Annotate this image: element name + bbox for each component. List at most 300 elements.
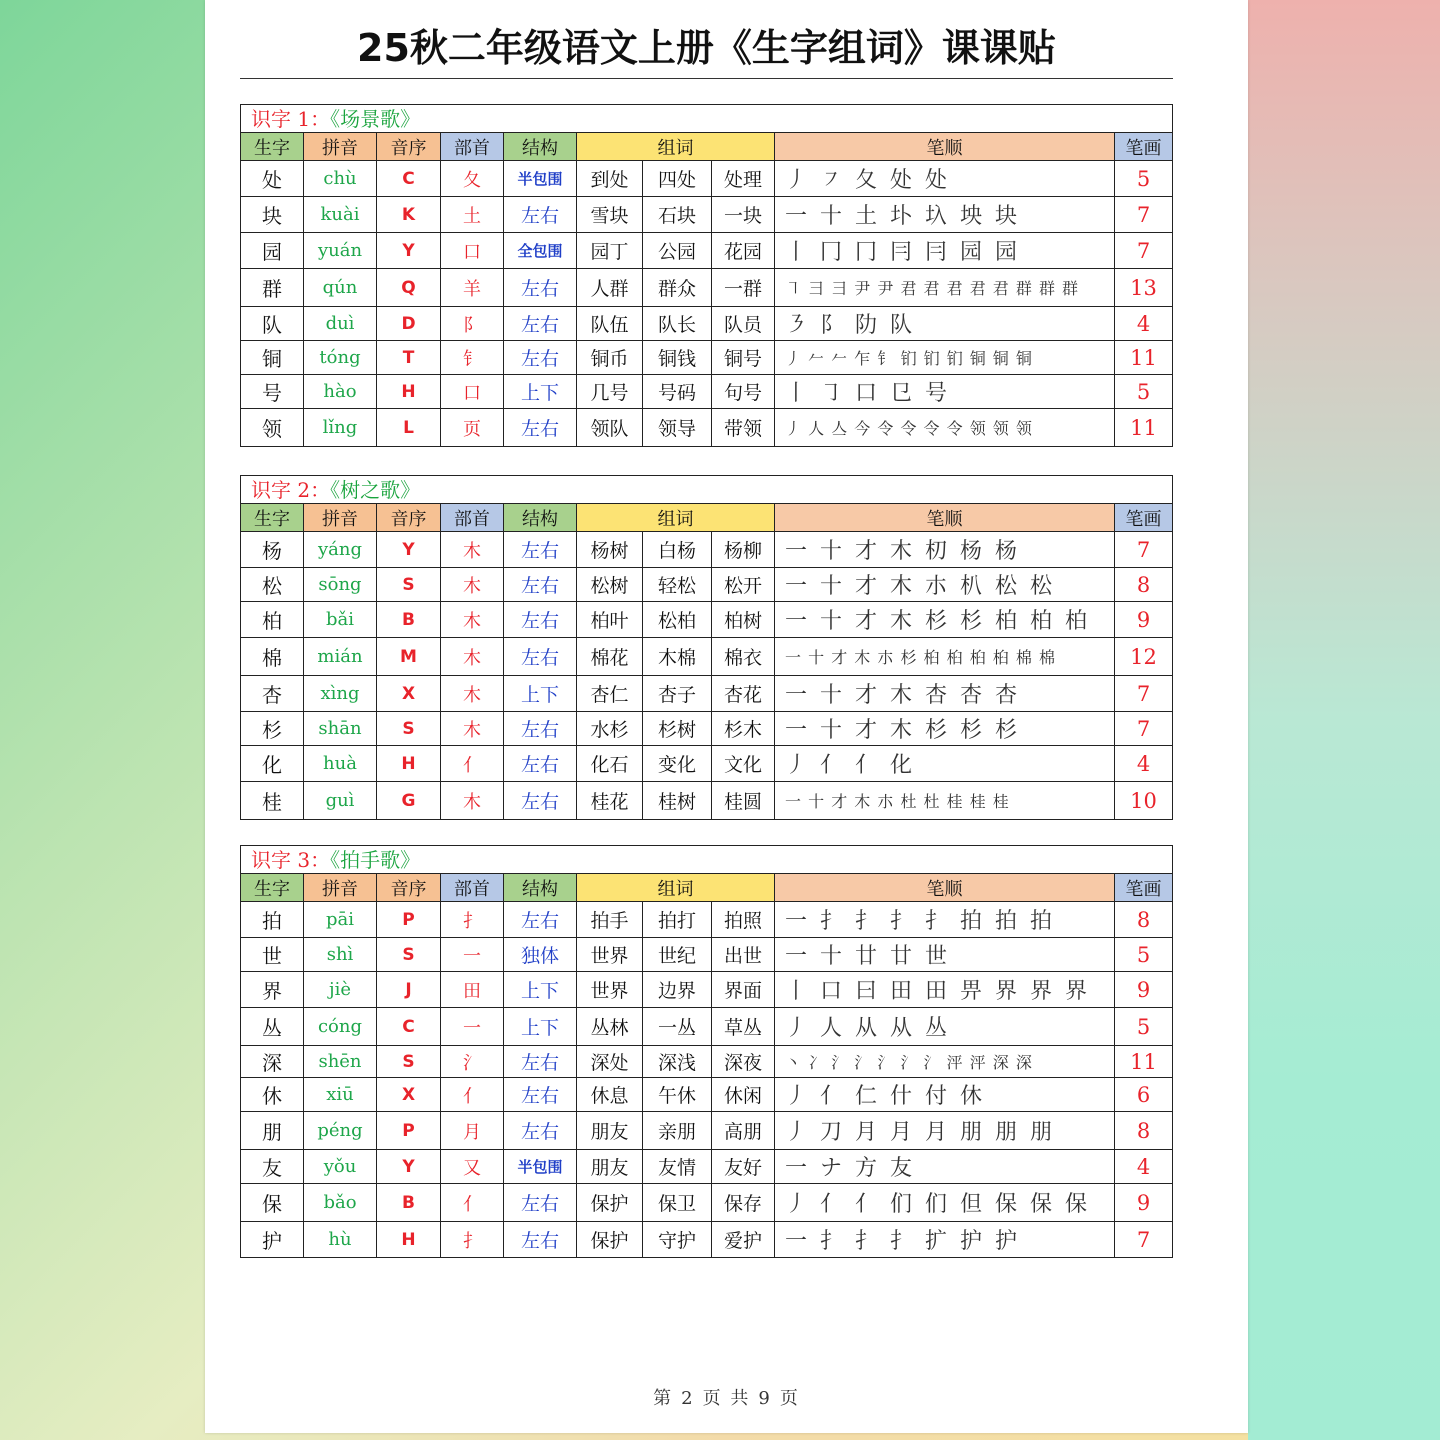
word-cell: 世界 — [577, 972, 643, 1008]
radical-cell: 月 — [441, 1112, 504, 1150]
header-structure: 结构 — [504, 874, 577, 902]
table-row — [241, 1222, 1173, 1258]
radical-cell: 木 — [441, 568, 504, 602]
word-cell: 拍照 — [712, 902, 775, 938]
radical-cell: 木 — [441, 532, 504, 568]
word-cell: 深浅 — [643, 1046, 712, 1078]
pinyin-cell: guì — [304, 782, 377, 820]
footer-prefix: 第 — [653, 1388, 674, 1409]
stroke-order-cell: 丨 口 曰 田 田 畀 界 界 界 — [775, 972, 1115, 1008]
lesson-section — [240, 475, 1173, 820]
structure-cell: 左右 — [504, 782, 577, 820]
word-cell: 亲朋 — [643, 1112, 712, 1150]
stroke-count-cell: 6 — [1115, 1078, 1173, 1112]
stroke-count-cell: 9 — [1115, 972, 1173, 1008]
word-cell: 到处 — [577, 161, 643, 197]
word-cell: 桂树 — [643, 782, 712, 820]
radical-cell: 口 — [441, 233, 504, 269]
pinyin-cell: yáng — [304, 532, 377, 568]
word-cell: 杏花 — [712, 676, 775, 712]
word-cell: 朋友 — [577, 1112, 643, 1150]
stroke-count-cell: 11 — [1115, 341, 1173, 375]
stroke-count-cell: 9 — [1115, 1184, 1173, 1222]
word-cell: 领导 — [643, 409, 712, 447]
order-cell: H — [377, 746, 441, 782]
header-strokes: 笔顺 — [775, 504, 1115, 532]
section-name: 《场景歌》 — [330, 107, 421, 131]
char-cell: 处 — [241, 161, 304, 197]
table-row — [241, 1046, 1173, 1078]
stroke-count-cell: 5 — [1115, 938, 1173, 972]
order-cell: T — [377, 341, 441, 375]
radical-cell: 一 — [441, 938, 504, 972]
character-table — [240, 503, 1173, 820]
stroke-order-cell: 丿 ㇇ 夂 处 处 — [775, 161, 1115, 197]
radical-cell: 页 — [441, 409, 504, 447]
table-row — [241, 269, 1173, 307]
structure-cell: 上下 — [504, 676, 577, 712]
pinyin-cell: lǐng — [304, 409, 377, 447]
table-row — [241, 532, 1173, 568]
char-cell: 休 — [241, 1078, 304, 1112]
stroke-count-cell: 12 — [1115, 638, 1173, 676]
header-radical: 部首 — [441, 874, 504, 902]
char-cell: 松 — [241, 568, 304, 602]
word-cell: 公园 — [643, 233, 712, 269]
section-name: 《拍手歌》 — [330, 848, 421, 872]
word-cell: 化石 — [577, 746, 643, 782]
footer-mid: 页 共 — [702, 1388, 751, 1409]
word-cell: 松柏 — [643, 602, 712, 638]
order-cell: D — [377, 307, 441, 341]
table-row — [241, 638, 1173, 676]
stroke-order-cell: 丶 冫 氵 氵 氵 氵 氵 泙 泙 深 深 — [775, 1046, 1115, 1078]
word-cell: 爱护 — [712, 1222, 775, 1258]
structure-cell: 全包围 — [504, 233, 577, 269]
order-cell: B — [377, 1184, 441, 1222]
pinyin-cell: sōng — [304, 568, 377, 602]
word-cell: 杏子 — [643, 676, 712, 712]
structure-cell: 上下 — [504, 1008, 577, 1046]
word-cell: 出世 — [712, 938, 775, 972]
char-cell: 群 — [241, 269, 304, 307]
structure-cell: 左右 — [504, 712, 577, 746]
pinyin-cell: huà — [304, 746, 377, 782]
footer-page-number: 2 — [681, 1388, 695, 1409]
order-cell: C — [377, 161, 441, 197]
radical-cell: 亻 — [441, 1078, 504, 1112]
word-cell: 界面 — [712, 972, 775, 1008]
radical-cell: 羊 — [441, 269, 504, 307]
pinyin-cell: yuán — [304, 233, 377, 269]
word-cell: 杨树 — [577, 532, 643, 568]
pinyin-cell: kuài — [304, 197, 377, 233]
structure-cell: 左右 — [504, 638, 577, 676]
word-cell: 铜币 — [577, 341, 643, 375]
header-pinyin: 拼音 — [304, 504, 377, 532]
stroke-count-cell: 7 — [1115, 1222, 1173, 1258]
structure-cell: 上下 — [504, 972, 577, 1008]
table-header-row — [241, 504, 1173, 532]
word-cell: 拍手 — [577, 902, 643, 938]
stroke-count-cell: 8 — [1115, 568, 1173, 602]
pinyin-cell: hào — [304, 375, 377, 409]
char-cell: 界 — [241, 972, 304, 1008]
stroke-count-cell: 7 — [1115, 233, 1173, 269]
table-row — [241, 602, 1173, 638]
char-cell: 队 — [241, 307, 304, 341]
word-cell: 人群 — [577, 269, 643, 307]
word-cell: 棉衣 — [712, 638, 775, 676]
table-row — [241, 233, 1173, 269]
stroke-order-cell: 丨 ㇆ 口 㔾 号 — [775, 375, 1115, 409]
pinyin-cell: pāi — [304, 902, 377, 938]
word-cell: 文化 — [712, 746, 775, 782]
radical-cell: 氵 — [441, 1046, 504, 1078]
word-cell: 水杉 — [577, 712, 643, 746]
background-right-strip — [1248, 0, 1440, 1440]
table-row — [241, 375, 1173, 409]
word-cell: 边界 — [643, 972, 712, 1008]
table-row — [241, 972, 1173, 1008]
order-cell: S — [377, 712, 441, 746]
stroke-order-cell: 一 十 廿 廿 世 — [775, 938, 1115, 972]
stroke-order-cell: 一 十 才 木 杏 杏 杏 — [775, 676, 1115, 712]
radical-cell: 口 — [441, 375, 504, 409]
structure-cell: 左右 — [504, 341, 577, 375]
header-order: 音序 — [377, 133, 441, 161]
pinyin-cell: shì — [304, 938, 377, 972]
header-radical: 部首 — [441, 133, 504, 161]
order-cell: Y — [377, 233, 441, 269]
stroke-order-cell: 一 扌 扌 扌 扩 护 护 — [775, 1222, 1115, 1258]
word-cell: 松树 — [577, 568, 643, 602]
char-cell: 深 — [241, 1046, 304, 1078]
word-cell: 队员 — [712, 307, 775, 341]
pinyin-cell: chù — [304, 161, 377, 197]
table-row — [241, 307, 1173, 341]
radical-cell: 阝 — [441, 307, 504, 341]
order-cell: H — [377, 375, 441, 409]
page-footer — [205, 1384, 1248, 1410]
table-row — [241, 1184, 1173, 1222]
order-cell: P — [377, 1112, 441, 1150]
word-cell: 队长 — [643, 307, 712, 341]
structure-cell: 左右 — [504, 197, 577, 233]
stroke-order-cell: 丿 人 从 从 丛 — [775, 1008, 1115, 1046]
word-cell: 深夜 — [712, 1046, 775, 1078]
word-cell: 几号 — [577, 375, 643, 409]
word-cell: 变化 — [643, 746, 712, 782]
word-cell: 草丛 — [712, 1008, 775, 1046]
word-cell: 白杨 — [643, 532, 712, 568]
radical-cell: 木 — [441, 602, 504, 638]
word-cell: 号码 — [643, 375, 712, 409]
table-row — [241, 568, 1173, 602]
word-cell: 句号 — [712, 375, 775, 409]
section-name: 《树之歌》 — [330, 478, 421, 502]
header-words: 组词 — [577, 874, 775, 902]
word-cell: 丛林 — [577, 1008, 643, 1046]
table-row — [241, 341, 1173, 375]
page-title: 25秋二年级语文上册《生字组词》课课贴 — [357, 26, 1056, 70]
word-cell: 友好 — [712, 1150, 775, 1184]
stroke-count-cell: 5 — [1115, 375, 1173, 409]
header-strokes: 笔顺 — [775, 874, 1115, 902]
order-cell: B — [377, 602, 441, 638]
stroke-order-cell: 丨 冂 冂 冃 冃 园 园 — [775, 233, 1115, 269]
char-cell: 块 — [241, 197, 304, 233]
char-cell: 杨 — [241, 532, 304, 568]
lesson-section — [240, 104, 1173, 447]
radical-cell: 亻 — [441, 1184, 504, 1222]
stroke-order-cell: 一 十 才 木 杉 杉 杉 — [775, 712, 1115, 746]
header-pinyin: 拼音 — [304, 133, 377, 161]
char-cell: 丛 — [241, 1008, 304, 1046]
section-number: 识字 2： — [251, 478, 331, 502]
word-cell: 友情 — [643, 1150, 712, 1184]
radical-cell: 田 — [441, 972, 504, 1008]
table-row — [241, 712, 1173, 746]
table-row — [241, 1008, 1173, 1046]
table-row — [241, 902, 1173, 938]
table-row — [241, 746, 1173, 782]
word-cell: 四处 — [643, 161, 712, 197]
stroke-count-cell: 4 — [1115, 307, 1173, 341]
stroke-order-cell: 丿 亻 亻 们 们 但 保 保 保 — [775, 1184, 1115, 1222]
word-cell: 午休 — [643, 1078, 712, 1112]
word-cell: 世纪 — [643, 938, 712, 972]
lesson-section — [240, 845, 1173, 1258]
pinyin-cell: xiū — [304, 1078, 377, 1112]
word-cell: 柏叶 — [577, 602, 643, 638]
header-structure: 结构 — [504, 504, 577, 532]
header-words: 组词 — [577, 504, 775, 532]
word-cell: 保护 — [577, 1222, 643, 1258]
structure-cell: 左右 — [504, 1222, 577, 1258]
structure-cell: 左右 — [504, 1112, 577, 1150]
word-cell: 深处 — [577, 1046, 643, 1078]
order-cell: G — [377, 782, 441, 820]
stroke-order-cell: 丿 亻 亻 化 — [775, 746, 1115, 782]
stroke-count-cell: 8 — [1115, 902, 1173, 938]
document-page — [205, 0, 1248, 1433]
header-pinyin: 拼音 — [304, 874, 377, 902]
order-cell: L — [377, 409, 441, 447]
table-row — [241, 938, 1173, 972]
stroke-order-cell: 丿 𠂉 𠂉 乍 钅 钔 钔 钔 铜 铜 铜 — [775, 341, 1115, 375]
table-row — [241, 676, 1173, 712]
radical-cell: 扌 — [441, 1222, 504, 1258]
radical-cell: 扌 — [441, 902, 504, 938]
pinyin-cell: hù — [304, 1222, 377, 1258]
stroke-order-cell: 一 十 才 木 朩 杜 杜 桂 桂 桂 — [775, 782, 1115, 820]
header-strokes: 笔顺 — [775, 133, 1115, 161]
title-divider — [240, 78, 1173, 79]
order-cell: H — [377, 1222, 441, 1258]
word-cell: 松开 — [712, 568, 775, 602]
stroke-count-cell: 5 — [1115, 161, 1173, 197]
word-cell: 一群 — [712, 269, 775, 307]
word-cell: 杨柳 — [712, 532, 775, 568]
table-row — [241, 409, 1173, 447]
radical-cell: 一 — [441, 1008, 504, 1046]
char-cell: 铜 — [241, 341, 304, 375]
radical-cell: 钅 — [441, 341, 504, 375]
char-cell: 棉 — [241, 638, 304, 676]
stroke-order-cell: 一 ナ 方 友 — [775, 1150, 1115, 1184]
header-char: 生字 — [241, 504, 304, 532]
char-cell: 保 — [241, 1184, 304, 1222]
stroke-count-cell: 5 — [1115, 1008, 1173, 1046]
section-heading — [240, 845, 1173, 873]
radical-cell: 木 — [441, 782, 504, 820]
stroke-order-cell: 丿 亻 仁 什 付 休 — [775, 1078, 1115, 1112]
character-table — [240, 132, 1173, 447]
stroke-order-cell: 丿 人 亼 今 令 令 令 令 领 领 领 — [775, 409, 1115, 447]
stroke-count-cell: 9 — [1115, 602, 1173, 638]
pinyin-cell: qún — [304, 269, 377, 307]
word-cell: 群众 — [643, 269, 712, 307]
char-cell: 领 — [241, 409, 304, 447]
header-order: 音序 — [377, 504, 441, 532]
table-row — [241, 1150, 1173, 1184]
structure-cell: 左右 — [504, 532, 577, 568]
header-words: 组词 — [577, 133, 775, 161]
order-cell: Q — [377, 269, 441, 307]
char-cell: 桂 — [241, 782, 304, 820]
word-cell: 世界 — [577, 938, 643, 972]
order-cell: C — [377, 1008, 441, 1046]
footer-total-pages: 9 — [758, 1388, 772, 1409]
word-cell: 拍打 — [643, 902, 712, 938]
order-cell: S — [377, 938, 441, 972]
stroke-count-cell: 7 — [1115, 197, 1173, 233]
pinyin-cell: shēn — [304, 1046, 377, 1078]
pinyin-cell: péng — [304, 1112, 377, 1150]
word-cell: 杉木 — [712, 712, 775, 746]
table-row — [241, 161, 1173, 197]
pinyin-cell: bǎo — [304, 1184, 377, 1222]
word-cell: 队伍 — [577, 307, 643, 341]
character-table — [240, 873, 1173, 1258]
stroke-count-cell: 11 — [1115, 1046, 1173, 1078]
order-cell: Y — [377, 1150, 441, 1184]
pinyin-cell: xìng — [304, 676, 377, 712]
word-cell: 杏仁 — [577, 676, 643, 712]
structure-cell: 左右 — [504, 409, 577, 447]
word-cell: 朋友 — [577, 1150, 643, 1184]
stroke-count-cell: 7 — [1115, 532, 1173, 568]
word-cell: 一丛 — [643, 1008, 712, 1046]
header-order: 音序 — [377, 874, 441, 902]
radical-cell: 木 — [441, 676, 504, 712]
word-cell: 铜号 — [712, 341, 775, 375]
stroke-order-cell: 一 十 才 木 杉 杉 柏 柏 柏 — [775, 602, 1115, 638]
word-cell: 守护 — [643, 1222, 712, 1258]
table-row — [241, 1078, 1173, 1112]
structure-cell: 半包围 — [504, 1150, 577, 1184]
word-cell: 棉花 — [577, 638, 643, 676]
word-cell: 桂圆 — [712, 782, 775, 820]
table-header-row — [241, 133, 1173, 161]
word-cell: 杉树 — [643, 712, 712, 746]
structure-cell: 左右 — [504, 307, 577, 341]
order-cell: S — [377, 1046, 441, 1078]
radical-cell: 亻 — [441, 746, 504, 782]
pinyin-cell: bǎi — [304, 602, 377, 638]
radical-cell: 又 — [441, 1150, 504, 1184]
word-cell: 保护 — [577, 1184, 643, 1222]
char-cell: 朋 — [241, 1112, 304, 1150]
word-cell: 高朋 — [712, 1112, 775, 1150]
header-count: 笔画 — [1115, 133, 1173, 161]
word-cell: 柏树 — [712, 602, 775, 638]
order-cell: Y — [377, 532, 441, 568]
table-row — [241, 782, 1173, 820]
word-cell: 石块 — [643, 197, 712, 233]
structure-cell: 左右 — [504, 568, 577, 602]
stroke-count-cell: 13 — [1115, 269, 1173, 307]
order-cell: X — [377, 1078, 441, 1112]
word-cell: 保存 — [712, 1184, 775, 1222]
word-cell: 保卫 — [643, 1184, 712, 1222]
stroke-order-cell: 一 十 才 木 朷 杨 杨 — [775, 532, 1115, 568]
stroke-count-cell: 11 — [1115, 409, 1173, 447]
char-cell: 号 — [241, 375, 304, 409]
structure-cell: 独体 — [504, 938, 577, 972]
word-cell: 铜钱 — [643, 341, 712, 375]
char-cell: 化 — [241, 746, 304, 782]
stroke-count-cell: 4 — [1115, 746, 1173, 782]
structure-cell: 左右 — [504, 746, 577, 782]
structure-cell: 左右 — [504, 1078, 577, 1112]
order-cell: J — [377, 972, 441, 1008]
word-cell: 休闲 — [712, 1078, 775, 1112]
structure-cell: 左右 — [504, 269, 577, 307]
word-cell: 桂花 — [577, 782, 643, 820]
header-structure: 结构 — [504, 133, 577, 161]
stroke-count-cell: 8 — [1115, 1112, 1173, 1150]
structure-cell: 左右 — [504, 1184, 577, 1222]
structure-cell: 左右 — [504, 902, 577, 938]
pinyin-cell: jiè — [304, 972, 377, 1008]
radical-cell: 木 — [441, 712, 504, 746]
section-number: 识字 1： — [251, 107, 331, 131]
word-cell: 带领 — [712, 409, 775, 447]
stroke-order-cell: ㇋ 阝 阞 队 — [775, 307, 1115, 341]
section-heading — [240, 475, 1173, 503]
header-radical: 部首 — [441, 504, 504, 532]
order-cell: K — [377, 197, 441, 233]
char-cell: 世 — [241, 938, 304, 972]
table-row — [241, 1112, 1173, 1150]
order-cell: X — [377, 676, 441, 712]
structure-cell: 左右 — [504, 1046, 577, 1078]
stroke-count-cell: 7 — [1115, 712, 1173, 746]
pinyin-cell: shān — [304, 712, 377, 746]
pinyin-cell: mián — [304, 638, 377, 676]
radical-cell: 木 — [441, 638, 504, 676]
section-number: 识字 3： — [251, 848, 331, 872]
char-cell: 护 — [241, 1222, 304, 1258]
word-cell: 木棉 — [643, 638, 712, 676]
table-row — [241, 197, 1173, 233]
word-cell: 轻松 — [643, 568, 712, 602]
stroke-count-cell: 4 — [1115, 1150, 1173, 1184]
stroke-order-cell: ㇕ ⺕ 彐 尹 尹 君 君 君 君 君 群 群 群 — [775, 269, 1115, 307]
header-char: 生字 — [241, 874, 304, 902]
